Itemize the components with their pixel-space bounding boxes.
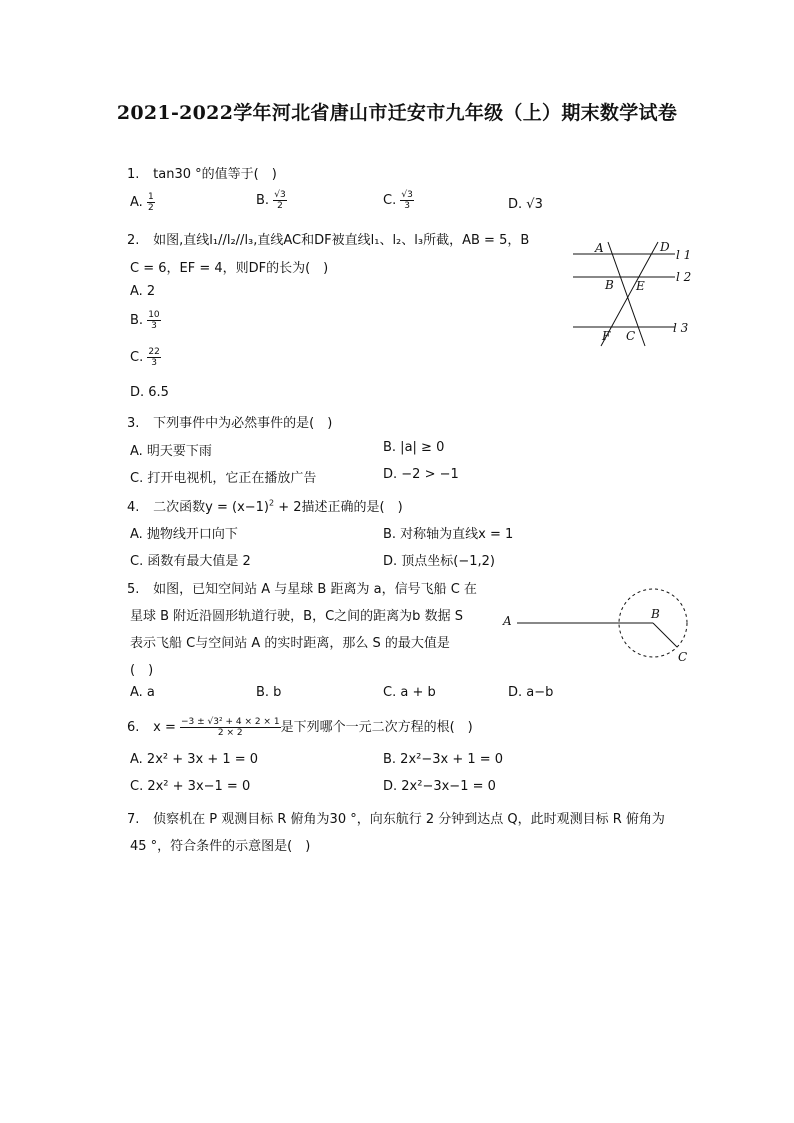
q3-option-d: D. −2 > −1	[383, 467, 459, 482]
fraction: $\frac{1}{2}$	[147, 192, 154, 213]
question-text: 是下列哪个一元二次方程的根( )	[280, 720, 473, 735]
question-text: 二次函数y = (x−1)	[153, 500, 269, 515]
q5-option-a: A. a	[130, 685, 155, 700]
page-title: 2021-2022学年河北省唐山市迁安市九年级（上）期末数学试卷	[116, 102, 678, 124]
q4-option-d: D. 顶点坐标(−1,2)	[383, 554, 495, 569]
question-5	[127, 578, 477, 597]
question-text-cont: ( )	[130, 663, 154, 678]
question-number: 1.	[127, 167, 140, 182]
question-text-cont: 45 °，符合条件的示意图是( )	[130, 839, 311, 854]
q1-option-d: D. √3	[508, 197, 543, 212]
parallel-lines-figure	[565, 234, 695, 349]
label-c: C	[678, 650, 688, 664]
question-number: 7.	[127, 812, 140, 827]
question-text-cont: C = 6，EF = 4，则DF的长为( )	[130, 261, 329, 276]
q5-option-b: B. b	[256, 685, 282, 700]
q1-option-b: B. $\frac{√3}{2}$	[256, 190, 286, 211]
question-text-cont: 表示飞船 C与空间站 A 的实时距离，那么 S 的最大值是	[130, 636, 450, 651]
q2-option-a: A. 2	[130, 284, 156, 299]
q4-option-c: C. 函数有最大值是 2	[130, 554, 251, 569]
q2-option-c: C. $\frac{22}{3}$	[130, 347, 160, 368]
question-text: 侦察机在 P 观测目标 R 俯角为30 °，向东航行 2 分钟到达点 Q，此时观测目标 R 俯角为	[153, 812, 665, 827]
question-2	[127, 229, 529, 248]
q2-option-b: B. $\frac{10}{3}$	[130, 310, 160, 331]
label-a: A	[503, 614, 512, 628]
q1-option-c: C. $\frac{√3}{3}$	[383, 190, 413, 211]
fraction: $\frac{√3}{2}$	[274, 190, 286, 211]
q3-option-c: C. 打开电视机，它正在播放广告	[130, 471, 317, 486]
q2-option-d: D. 6.5	[130, 385, 169, 400]
q4-option-b: B. 对称轴为直线x = 1	[383, 527, 514, 542]
question-3	[127, 412, 332, 431]
q6-option-b: B. 2x²−3x + 1 = 0	[383, 752, 504, 767]
label-d: D	[660, 240, 670, 254]
label-b: B	[605, 278, 614, 292]
q4-option-a: A. 抛物线开口向下	[130, 527, 238, 542]
label-e: E	[636, 279, 645, 293]
fraction: $\frac{22}{3}$	[148, 347, 160, 368]
question-7	[127, 808, 665, 827]
question-number: 4.	[127, 500, 140, 515]
segment-bc	[653, 623, 677, 647]
question-text: 如图,直线l₁//l₂//l₃,直线AC和DF被直线l₁、l₂、l₃所截，AB = 5，B	[153, 233, 530, 248]
question-number: 5.	[127, 582, 140, 597]
fraction: $\frac{\text{−3 ± √3² + 4 × 2 × 1}}{2 \times 2}$	[181, 717, 280, 738]
q6-option-d: D. 2x²−3x−1 = 0	[383, 779, 496, 794]
q6-option-a: A. 2x² + 3x + 1 = 0	[130, 752, 259, 767]
q3-option-b: B. |a| ≥ 0	[383, 440, 445, 455]
question-number: 6.	[127, 720, 140, 735]
question-text-cont: 星球 B 附近沿圆形轨道行驶，B，C之间的距离为b 数据 S	[130, 609, 463, 624]
label-c: C	[626, 329, 636, 343]
label-f: F	[602, 329, 611, 343]
q5-option-c: C. a + b	[383, 685, 436, 700]
question-1	[127, 163, 277, 182]
question-4: 4. 二次函数$y = (x-1)^2 + 2$描述正确的是( )	[127, 498, 403, 515]
label-a: A	[595, 241, 604, 255]
question-number: 3.	[127, 416, 140, 431]
question-text: 下列事件中为必然事件的是( )	[153, 416, 333, 431]
question-text: 如图，已知空间站 A 与星球 B 距离为 a，信号飞船 C 在	[153, 582, 477, 597]
label-l3: l 3	[673, 321, 689, 335]
q3-option-a: A. 明天要下雨	[130, 444, 212, 459]
q6-option-c: C. 2x² + 3x−1 = 0	[130, 779, 251, 794]
label-l2: l 2	[676, 270, 692, 284]
q5-option-d: D. a−b	[508, 685, 554, 700]
label-l1: l 1	[676, 248, 692, 262]
question-text: tan30 °的值等于( )	[153, 167, 277, 182]
fraction: $\frac{10}{3}$	[148, 310, 160, 331]
equation-lhs: x =	[153, 720, 176, 735]
q1-option-a: A. $\frac{1}{2}$	[130, 192, 154, 213]
question-number: 2.	[127, 233, 140, 248]
fraction: $\frac{√3}{3}$	[401, 190, 413, 211]
orbit-figure	[497, 582, 697, 667]
label-b: B	[651, 607, 660, 621]
question-6	[127, 716, 473, 738]
